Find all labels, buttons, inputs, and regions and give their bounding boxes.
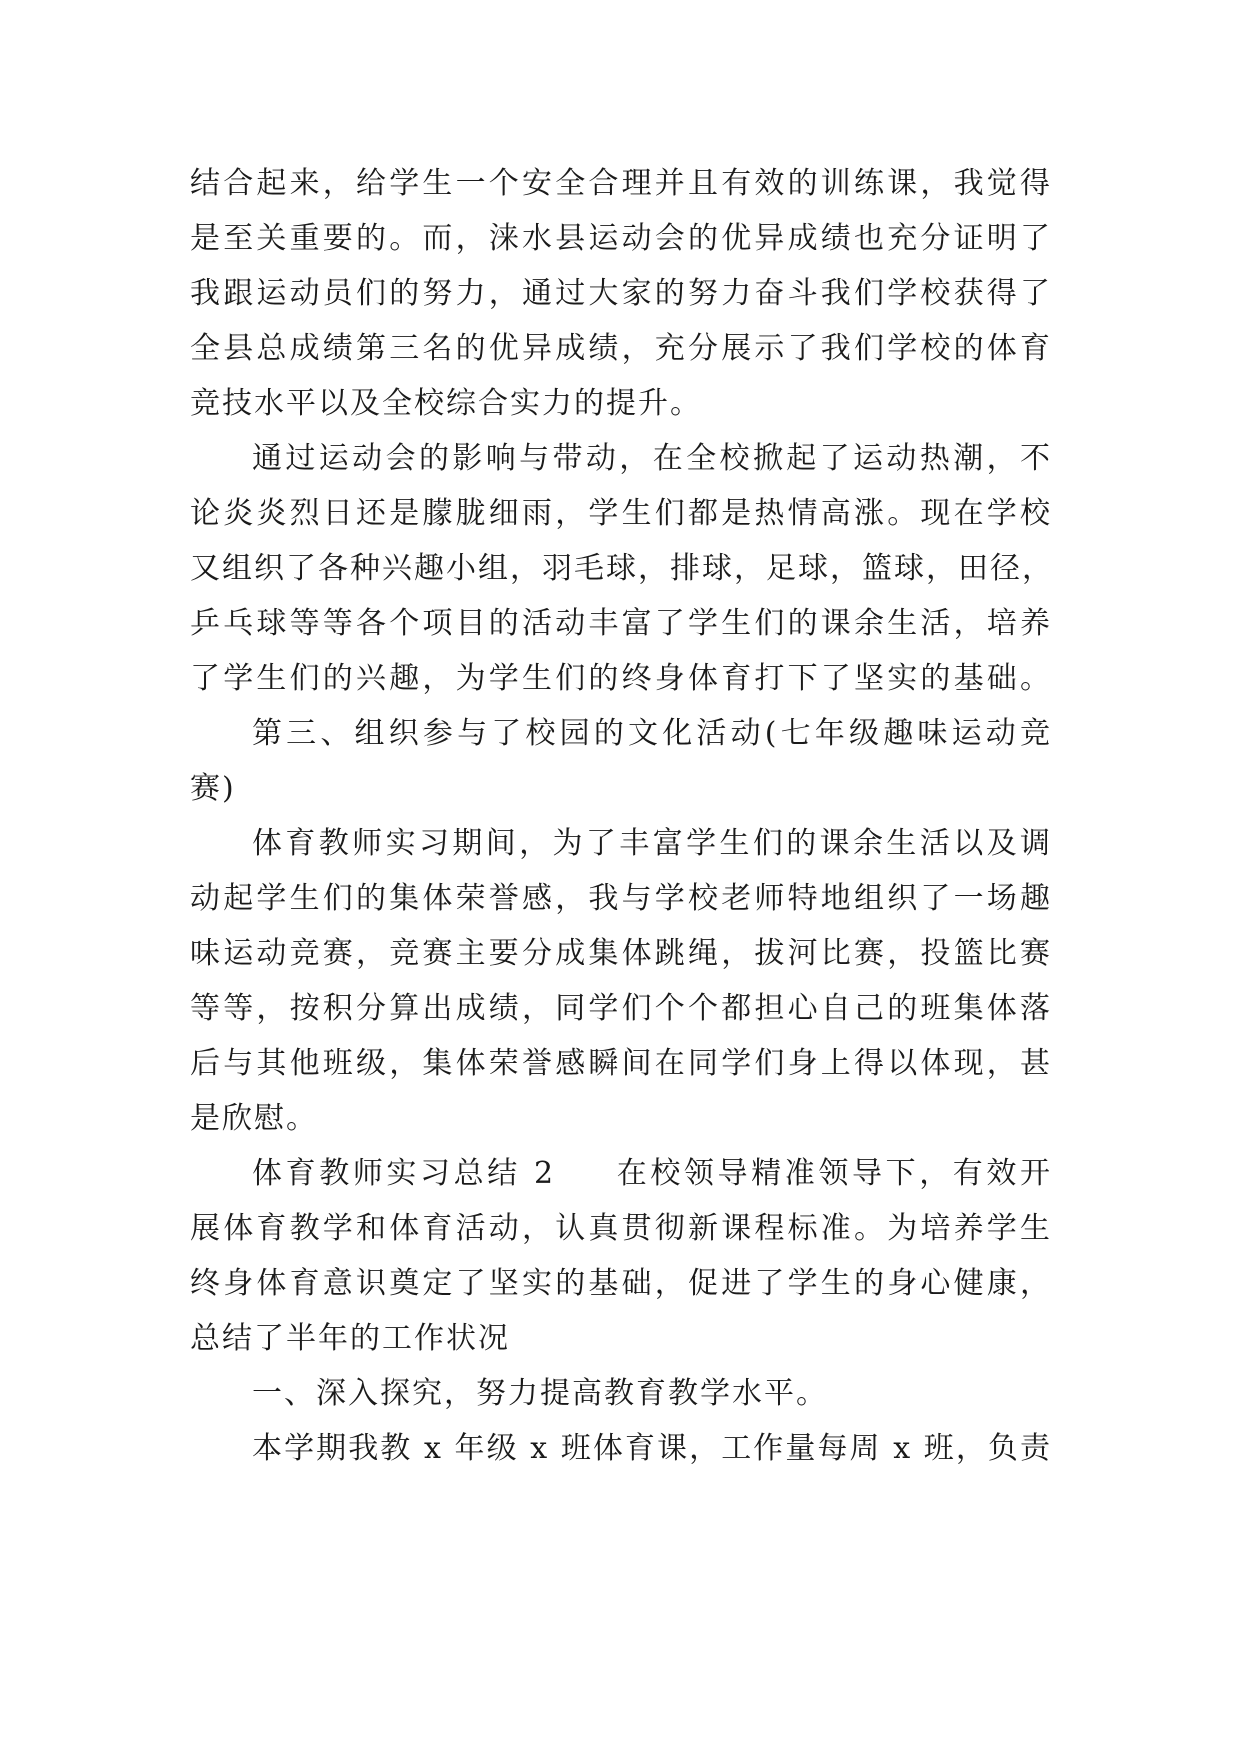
text-line: 后与其他班级，集体荣誉感瞬间在同学们身上得以体现，甚 xyxy=(190,1046,1052,1081)
text-line: 总结了半年的工作状况 xyxy=(190,1321,510,1356)
text-line: 我跟运动员们的努力，通过大家的努力奋斗我们学校获得了 xyxy=(190,276,1052,311)
text-block-after xyxy=(190,1201,1052,1476)
text-line: 是欣慰。 xyxy=(190,1101,318,1136)
text-line: 终身体育意识奠定了坚实的基础，促进了学生的身心健康， xyxy=(190,1266,1052,1301)
text-line: 结合起来，给学生一个安全合理并且有效的训练课，我觉得 xyxy=(190,166,1052,201)
text-line: 味运动竞赛，竞赛主要分成集体跳绳，拔河比赛，投篮比赛 xyxy=(190,936,1052,971)
text-line: 了学生们的兴趣，为学生们的终身体育打下了坚实的基础。 xyxy=(190,661,1052,696)
text-line: 是至关重要的。而，涞水县运动会的优异成绩也充分证明了 xyxy=(190,221,1052,256)
text-line: 乒乓球等等各个项目的活动丰富了学生们的课余生活，培养 xyxy=(190,606,1052,641)
text-line: 等等，按积分算出成绩，同学们个个都担心自己的班集体落 xyxy=(190,991,1052,1026)
text-line: 又组织了各种兴趣小组，羽毛球，排球，足球，篮球，田径， xyxy=(190,551,1054,586)
text-line: 展体育教学和体育活动，认真贯彻新课程标准。为培养学生 xyxy=(190,1211,1052,1246)
text-line: 体育教师实习期间，为了丰富学生们的课余生活以及调 xyxy=(252,826,1052,861)
text-line: 动起学生们的集体荣誉感，我与学校老师特地组织了一场趣 xyxy=(190,881,1052,916)
text-line: 赛) xyxy=(190,771,236,806)
text-block-before xyxy=(190,156,1052,1146)
text-line: 第三、组织参与了校园的文化活动(七年级趣味运动竞 xyxy=(252,716,1052,751)
text-line: 一、深入探究，努力提高教育教学水平。 xyxy=(252,1376,828,1411)
text-line: 本学期我教 x 年级 x 班体育课，工作量每周 x 班，负责 xyxy=(252,1431,1052,1466)
section-title: 体育教师实习总结 2 xyxy=(252,1156,556,1191)
text-line: 通过运动会的影响与带动，在全校掀起了运动热潮，不 xyxy=(252,441,1052,476)
text-line: 论炎炎烈日还是朦胧细雨，学生们都是热情高涨。现在学校 xyxy=(190,496,1052,531)
text-line: 竞技水平以及全校综合实力的提升。 xyxy=(190,386,702,421)
heading-line xyxy=(190,1146,1052,1201)
text-line: 全县总成绩第三名的优异成绩，充分展示了我们学校的体育 xyxy=(190,331,1052,366)
section-intro: 在校领导精准领导下，有效开 xyxy=(615,1156,1053,1191)
document-body xyxy=(190,156,1052,1476)
